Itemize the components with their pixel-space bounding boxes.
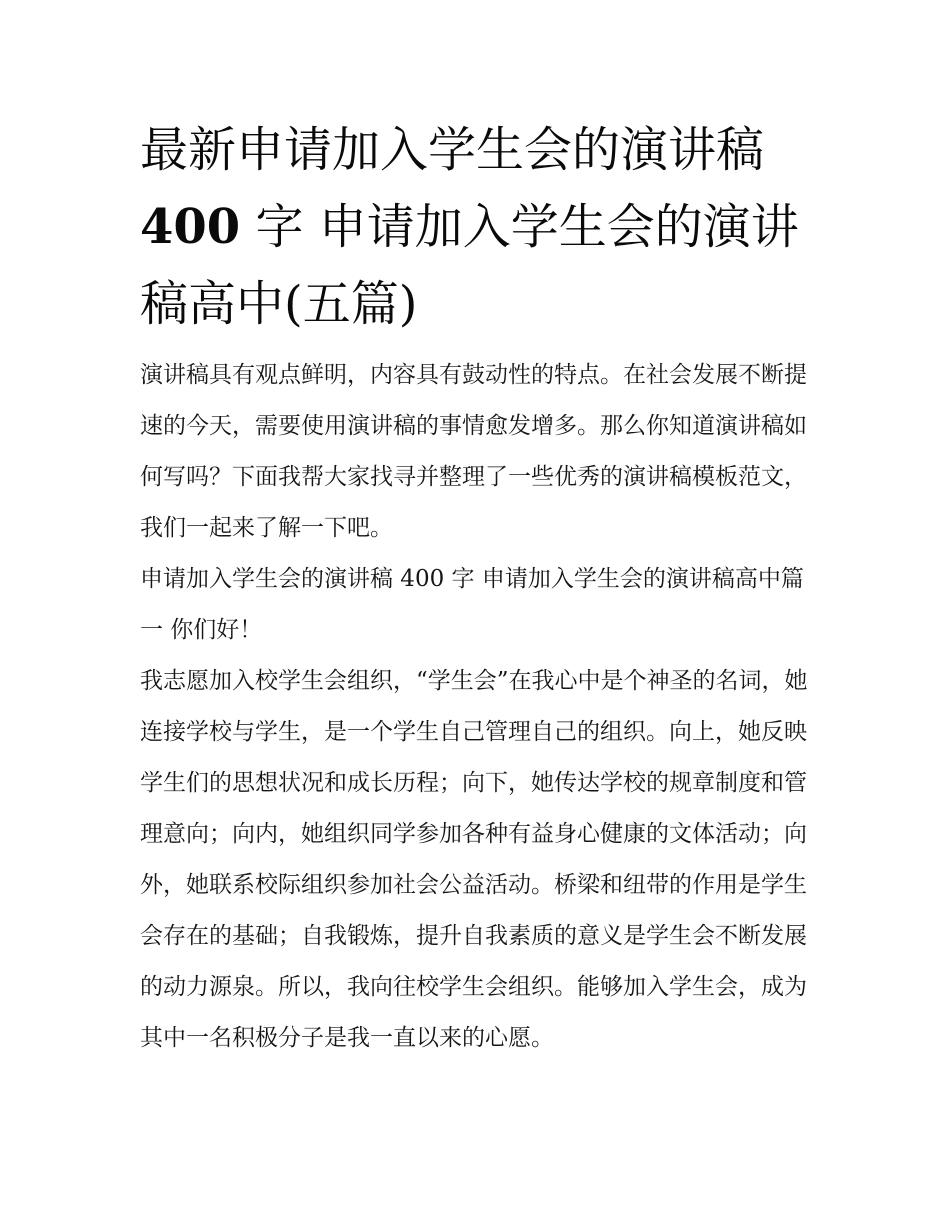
title-line-2-text: 字 申请加入学生会的演讲 [240,199,799,255]
document-title [140,112,812,343]
title-line-1: 最新申请加入学生会的演讲稿 [140,122,765,178]
section-heading-paragraph: 申请加入学生会的演讲稿 400 字 申请加入学生会的演讲稿高中篇一 你们好！ [140,566,804,643]
document-content [140,112,812,1064]
intro-paragraph: 演讲稿具有观点鲜明，内容具有鼓动性的特点。在社会发展不断提速的今天，需要使用演讲稿的事情愈发增多。那么你知道演讲稿如何写吗？下面我帮大家找寻并整理了一些优秀的演讲稿模板范文，我们一起来了解一下吧。 [140,362,807,541]
title-line-3: 稿高中(五篇) [140,276,418,332]
title-line-2-number: 400 [140,199,241,255]
body-paragraph: 我志愿加入校学生会组织，“学生会”在我心中是个神圣的名词，她连接学校与学生，是一个学生自己管理自己的组织。向上，她反映学生们的思想状况和成长历程；向下，她传达学校的规章制度和管理意向；向内，她组织同学参加各种有益身心健康的文体活动；向外，她联系校际组织参加社会公益活动。桥梁和纽带的作用是学生会存在的基础；自我锻炼，提升自我素质的意义是学生会不断发展的动力源泉。所以，我向往校学生会组织。能够加入学生会，成为其中一名积极分子是我一直以来的心愿。 [140,668,808,1051]
